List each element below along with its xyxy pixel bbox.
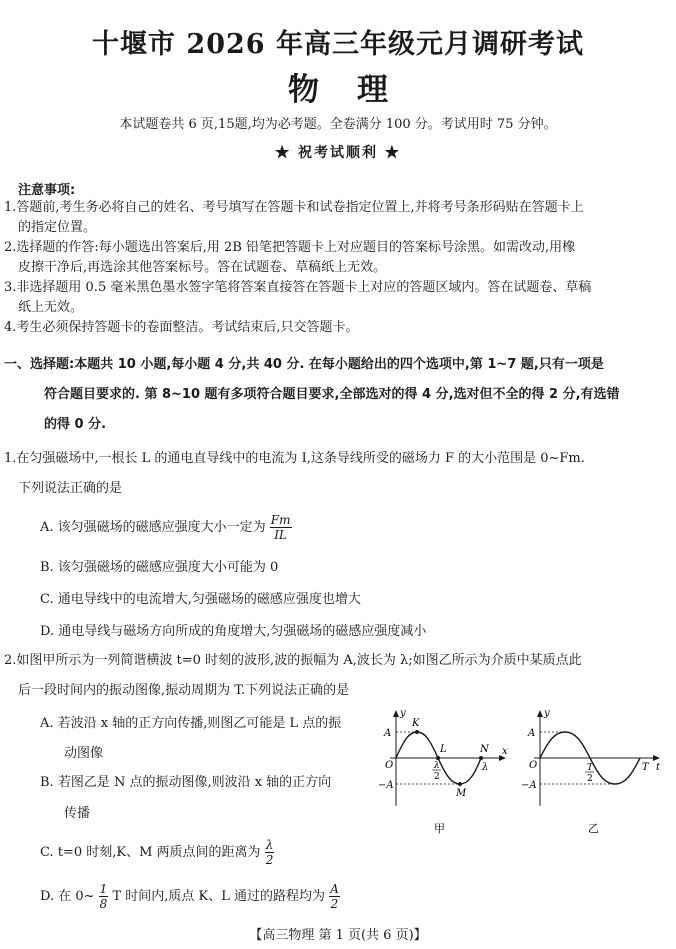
notice-item-3b: 纸上无效。: [18, 300, 84, 315]
label-period: T: [642, 762, 649, 773]
point-l: [436, 756, 440, 760]
q1-option-c: C. 通电导线中的电流增大,匀强磁场的磁感应强度也增大: [40, 592, 361, 607]
y-axis-arrow: [393, 710, 399, 717]
q1-option-b: B. 该匀强磁场的磁感应强度大小可能为 0: [40, 560, 279, 575]
notice-item-1b: 的指定位置。: [18, 220, 97, 235]
q2-option-d: [40, 882, 340, 911]
q1-option-a-text: A. 该匀强磁场的磁感应强度大小一定为: [40, 520, 266, 535]
frac-numerator: Fm: [270, 513, 291, 527]
frac-denominator: 2: [265, 853, 274, 867]
label-n: N: [480, 744, 489, 755]
figure-yi-vibration: [518, 706, 668, 836]
notice-list: [4, 198, 658, 338]
frac-numerator: A: [330, 882, 339, 896]
label-m: M: [456, 788, 467, 799]
label-t: t: [656, 762, 661, 773]
point-m: [458, 782, 462, 786]
q2-option-d-fraction-1: [99, 882, 109, 911]
figure-caption-jia: 甲: [434, 822, 445, 835]
label-l: L: [440, 744, 447, 755]
q2-option-a-line-1: A. 若波沿 x 轴的正方向传播,则图乙可能是 L 点的振: [40, 716, 342, 731]
exam-title: 十堰市 2026 年高三年级元月调研考试: [92, 29, 584, 60]
section-line-2: 符合题目要求的. 第 8~10 题有多项符合题目要求,全部选对的得 4 分,选对但不全的得 2 分,有选错: [44, 387, 620, 402]
label-neg-amplitude: −A: [378, 780, 394, 791]
section-line-3: 的得 0 分.: [44, 417, 107, 432]
label-half-lambda-num: λ: [434, 761, 440, 771]
t-axis-arrow: [653, 755, 660, 761]
label-origin: O: [385, 760, 394, 771]
label-y: y: [544, 708, 550, 719]
figure-caption-yi: 乙: [588, 822, 599, 835]
q2-option-c-fraction: [265, 838, 275, 867]
label-half-period-num: T: [587, 763, 594, 773]
question-2-stem: [4, 651, 664, 701]
frac-numerator: 1: [99, 882, 108, 896]
label-k: K: [412, 718, 420, 729]
q1-option-a-fraction: [270, 513, 292, 542]
label-x: x: [502, 746, 508, 757]
notice-title: 注意事项:: [18, 183, 76, 198]
q2-option-d-text-2: T 时间内,质点 K、L 通过的路程均为: [112, 889, 325, 904]
q1-stem-line-2: 下列说法正确的是: [18, 481, 123, 496]
label-amplitude: A: [528, 728, 536, 739]
good-luck-motto: ★ 祝考试顺利 ★: [275, 145, 401, 161]
q2-option-d-text-1: D. 在 0~: [40, 889, 95, 904]
frac-numerator: λ: [265, 838, 274, 852]
q2-stem-line-2: 后一段时间内的振动图像,振动周期为 T.下列说法正确的是: [18, 683, 350, 698]
exam-intro: 本试题卷共 6 页,15题,均为必考题。全卷满分 100 分。考试用时 75 分钟。: [119, 117, 557, 132]
q1-option-d: D. 通电导线与磁场方向所成的角度增大,匀强磁场的磁感应强度减小: [40, 624, 427, 639]
question-1-stem: [4, 449, 664, 499]
label-neg-amplitude: −A: [521, 780, 537, 791]
label-half-lambda-den: 2: [434, 772, 440, 782]
q1-stem-line-1: 1.在匀强磁场中,一根长 L 的通电直导线中的电流为 I,这条导线所受的磁场力 F 的大小范围是 0~Fm.: [4, 451, 585, 466]
notice-item-3a: 3.非选择题用 0.5 毫米黑色墨水签字笔将答案直接答在答题卡上对应的答题区域内。答在试题卷、草稿: [4, 280, 592, 295]
y-axis-arrow: [537, 710, 543, 717]
notice-item-4: 4.考生必须保持答题卡的卷面整洁。考试结束后,只交答题卡。: [4, 320, 359, 335]
notice-item-2a: 2.选择题的作答:每小题选出答案后,用 2B 铅笔把答题卡上对应题目的答案标号涂黑。如需改动,用橡: [4, 240, 576, 255]
notice-item-1a: 1.答题前,考生务必将自己的姓名、考号填写在答题卡和试卷指定位置上,并将考号条形码贴在答题卡上: [4, 200, 584, 215]
q2-option-d-fraction-2: [329, 882, 340, 911]
q1-option-a: [40, 513, 292, 542]
label-half-period-den: 2: [587, 774, 593, 784]
q2-stem-line-1: 2.如图甲所示为一列简谐横波 t=0 时刻的波形,波的振幅为 A,波长为 λ;如图乙所示为介质中某质点此: [4, 653, 582, 668]
frac-denominator: IL: [274, 528, 288, 542]
label-amplitude: A: [384, 728, 392, 739]
label-origin: O: [529, 760, 538, 771]
q2-option-c-text: C. t=0 时刻,K、M 两质点间的距离为: [40, 845, 261, 860]
notice-item-2b: 皮擦干净后,再选涂其他答案标号。答在试题卷、草稿纸上无效。: [18, 260, 387, 275]
frac-denominator: 8: [99, 897, 108, 911]
q2-option-b-line-1: B. 若图乙是 N 点的振动图像,则波沿 x 轴的正方向: [40, 775, 332, 790]
point-k: [415, 730, 419, 734]
label-y: y: [400, 708, 406, 719]
section-line-1: 一、选择题:本题共 10 小题,每小题 4 分,共 40 分. 在每小题给出的四个选项中,第 1~7 题,只有一项是: [4, 357, 604, 372]
figure-jia-waveform: [378, 706, 514, 836]
subject-title: 物理: [288, 72, 426, 108]
q2-option-a-line-2: 动图像: [64, 746, 104, 761]
q2-option-b-line-2: 传播: [64, 806, 91, 821]
q2-option-c: [40, 838, 274, 867]
page-footer: 【高三物理 第 1 页(共 6 页)】: [249, 928, 427, 943]
point-n: [479, 756, 483, 760]
label-lambda: λ: [482, 762, 489, 773]
frac-denominator: 2: [330, 897, 339, 911]
section-instructions: [4, 350, 660, 440]
